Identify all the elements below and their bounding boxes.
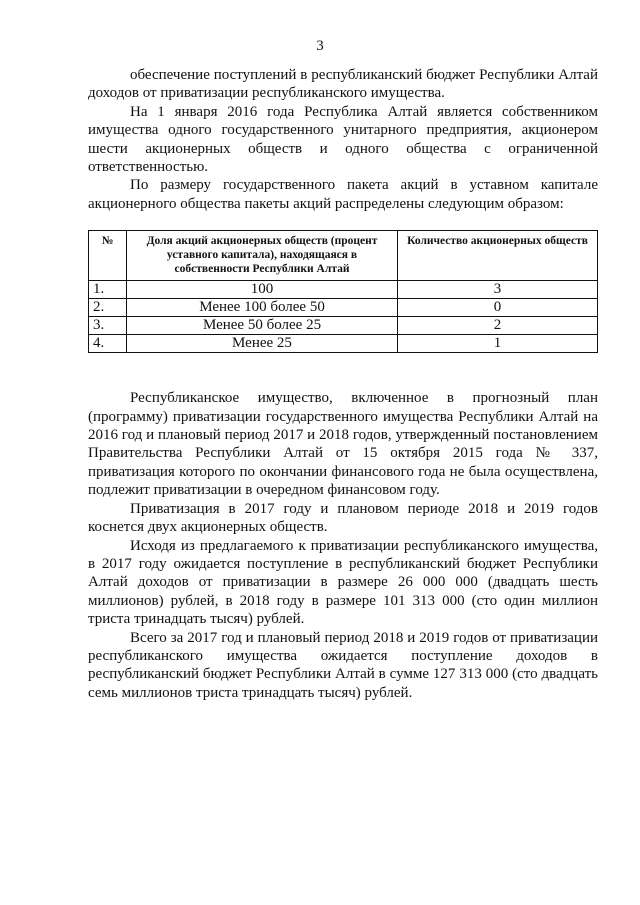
row-share: Менее 50 более 25: [127, 317, 398, 335]
header-count: Количество акционерных обществ: [398, 231, 598, 281]
header-share: Доля акций акционерных обществ (процент уставного капитала), находящаяся в собственности Республики Алтай: [127, 231, 398, 281]
paragraph-7: Всего за 2017 год и плановый период 2018 и 2019 годов от приватизации республиканского имущества ожидается поступление доходов в республиканский бюджет Республики Алтай в сумме 127 313 000 (сто двадцать семь миллионов триста тринадцать тысяч) рублей.: [88, 629, 598, 701]
row-share: Менее 25: [127, 335, 398, 353]
paragraph-5: Приватизация в 2017 году и плановом периоде 2018 и 2019 годов коснется двух акционерных обществ.: [88, 500, 598, 536]
shares-table: [88, 230, 598, 353]
table-row: [89, 299, 598, 317]
row-count: 2: [398, 317, 598, 335]
page-number: 3: [316, 38, 324, 54]
table-row: [89, 281, 598, 299]
row-number: 3.: [89, 317, 127, 335]
paragraph-6: Исходя из предлагаемого к приватизации республиканского имущества, в 2017 году ожидается поступление в республиканский бюджет Республики Алтай доходов от приватизации в размере 26 000 000 (двадцать шесть миллионов) рублей, в 2018 году в размере 101 313 000 (сто один миллион триста тринадцать тысяч) рублей.: [88, 537, 598, 628]
row-number: 1.: [89, 281, 127, 299]
row-number: 2.: [89, 299, 127, 317]
row-share: 100: [127, 281, 398, 299]
paragraph-4: Республиканское имущество, включенное в прогнозный план (программу) приватизации государственного имущества Республики Алтай на 2016 год и плановый период 2017 и 2018 годов, утвержденный постановлением Правительства Республики Алтай от 15 октября 2015 года № 337, приватизация которого по окончании финансового года не была осуществлена, подлежит приватизации в очередном финансовом году.: [88, 390, 598, 499]
row-count: 1: [398, 335, 598, 353]
table-header-row: [89, 231, 598, 281]
row-count: 3: [398, 281, 598, 299]
row-share: Менее 100 более 50: [127, 299, 398, 317]
paragraph-2: На 1 января 2016 года Республика Алтай является собственником имущества одного государственного унитарного предприятия, акционером шести акционерных обществ и одного общества с ограниченной ответственностью.: [88, 103, 598, 176]
header-number: №: [89, 231, 127, 281]
paragraph-3: По размеру государственного пакета акций в уставном капитале акционерного общества пакеты акций распределены следующим образом:: [88, 177, 598, 212]
document-body: [88, 66, 598, 702]
table-row: [89, 335, 598, 353]
paragraph-1: обеспечение поступлений в республиканский бюджет Республики Алтай доходов от приватизации республиканского имущества.: [88, 67, 598, 102]
row-count: 0: [398, 299, 598, 317]
row-number: 4.: [89, 335, 127, 353]
table-row: [89, 317, 598, 335]
